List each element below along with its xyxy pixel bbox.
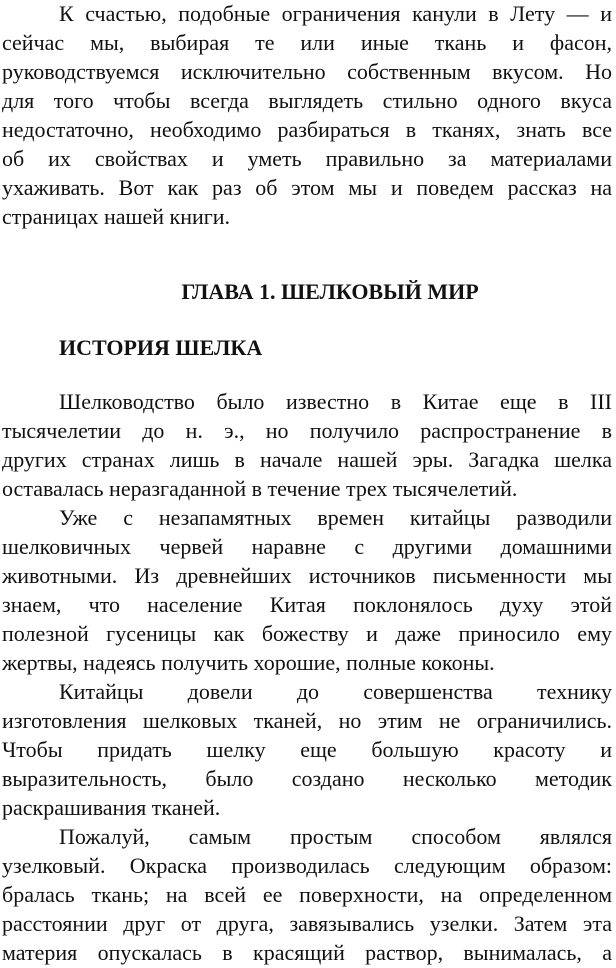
text-line: оставалась неразгаданной в течение трех тысячелетий.: [2, 476, 518, 501]
text-line: недостаточно, необходимо разбираться в тканях, знать все: [2, 117, 612, 142]
text-line: сейчас мы, выбирая те или иные ткань и фасон,: [2, 30, 612, 55]
text-line: бралась ткань; на всей ее поверхности, на определенном: [2, 882, 612, 907]
text-line: животными. Из древнейших источников письменности мы: [2, 563, 612, 588]
text-line: ухаживать. Вот как раз об этом мы и поведем рассказ на: [2, 175, 612, 200]
text-line: других странах лишь в начале нашей эры. Загадка шелка: [2, 447, 612, 472]
text-line: страницах нашей книги.: [2, 204, 231, 229]
text-line: знаем, что население Китая поклонялось духу этой: [2, 592, 612, 617]
text-line: изготовления шелковых тканей, но этим не ограничились.: [2, 708, 612, 733]
text-line: К счастью, подобные ограничения канули в Лету — и: [59, 1, 612, 26]
text-line: полезной гусеницы как божеству и даже приносило ему: [2, 621, 612, 646]
text-line: руководствуемся исключительно собственным вкусом. Но: [2, 59, 612, 84]
text-line: Чтобы придать шелку еще большую красоту и: [2, 737, 612, 762]
text-line: жертвы, надеясь получить хорошие, полные коконы.: [2, 650, 495, 675]
chapter-title: ГЛАВА 1. ШЕЛКОВЫЙ МИР: [181, 279, 479, 304]
text-line: выразительность, было создано несколько методик: [2, 766, 612, 791]
text-line: для того чтобы всегда выглядеть стильно одного вкуса: [2, 88, 612, 113]
text-line: об их свойствах и уметь правильно за материалами: [2, 146, 612, 171]
text-line: шелковичных червей наравне с другими домашними: [2, 534, 612, 559]
text-line: материя опускалась в красящий раствор, вынималась, а: [2, 940, 612, 965]
text-line: Уже с незапамятных времен китайцы разводили: [59, 505, 612, 530]
text-line: узелковый. Окраска производилась следующим образом:: [2, 853, 612, 878]
section-title: ИСТОРИЯ ШЕЛКА: [59, 335, 263, 360]
text-line: тысячелетии до н. э., но получило распространение в: [2, 418, 612, 443]
text-line: Пожалуй, самым простым способом являлся: [59, 824, 612, 849]
text-line: расстоянии друг от друга, завязывались узелки. Затем эта: [2, 911, 612, 936]
text-line: Китайцы довели до совершенства технику: [59, 679, 612, 704]
text-line: Шелководство было известно в Китае еще в III: [59, 389, 612, 414]
text-line: раскрашивания тканей.: [2, 795, 221, 820]
